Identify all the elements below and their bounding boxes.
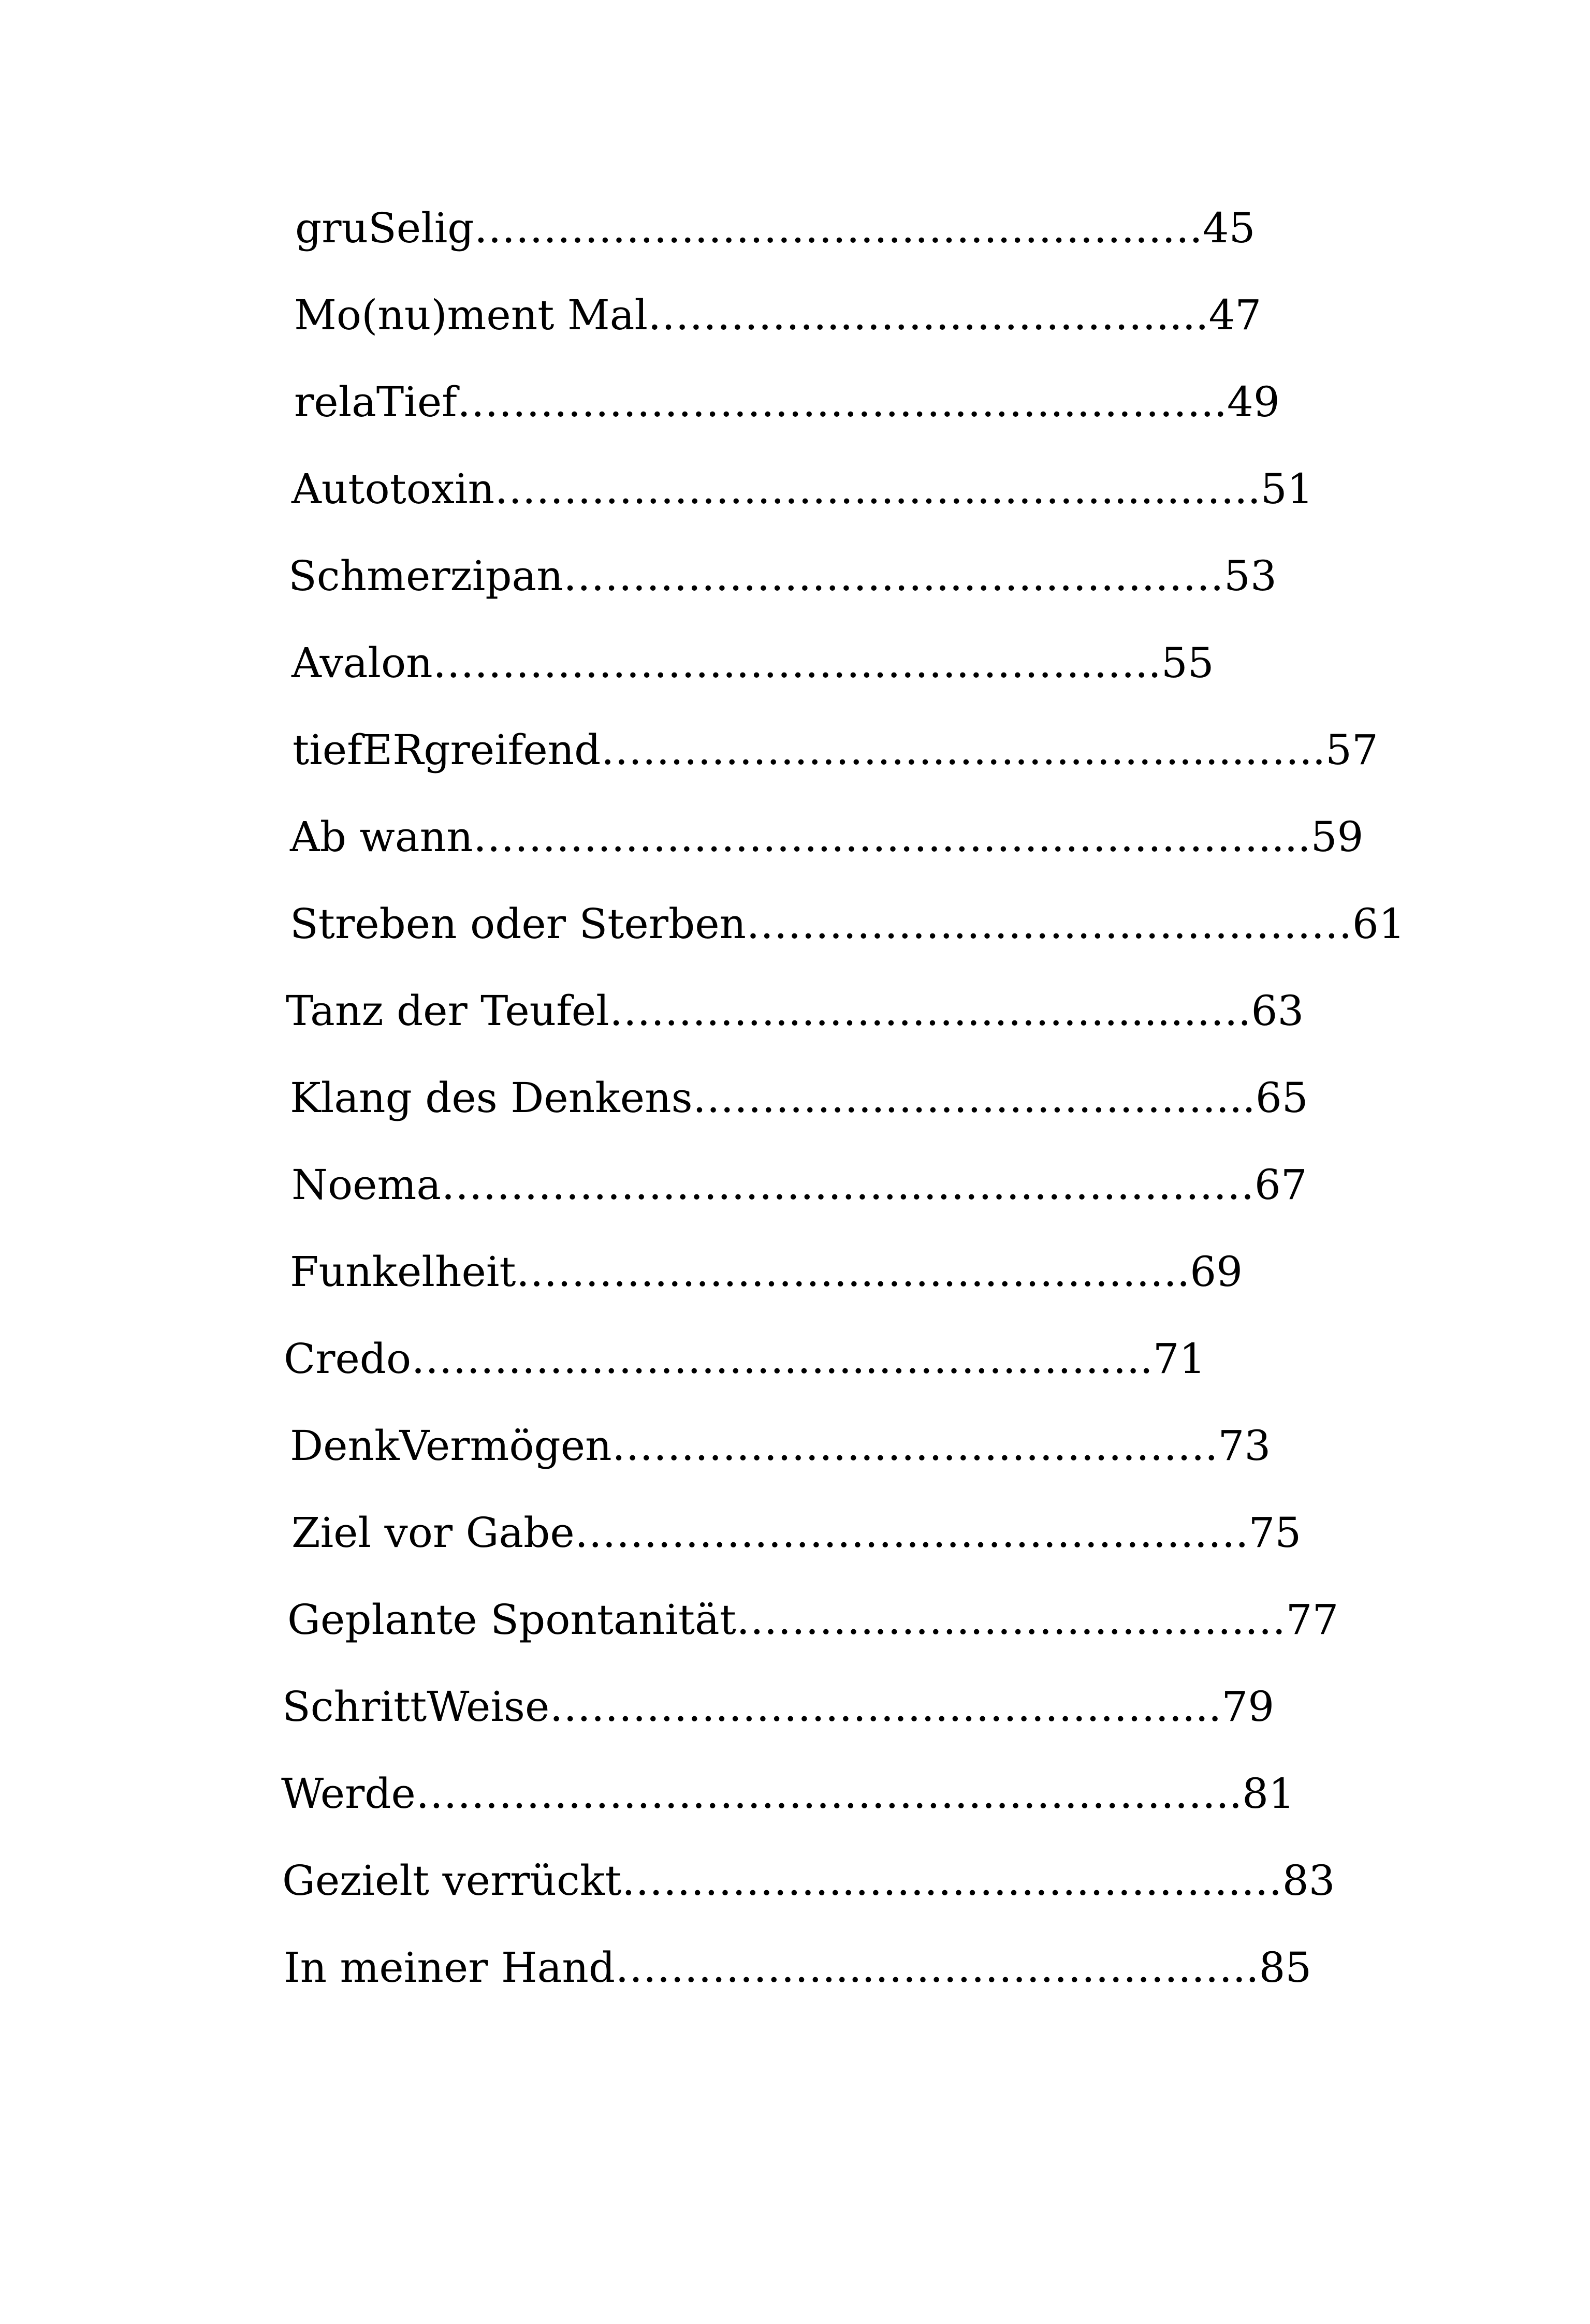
toc-entry-title: Credo — [284, 1335, 412, 1383]
toc-entry — [290, 1241, 1289, 1303]
toc-entry-leader: ……………………..…………….……. — [574, 1509, 1249, 1557]
toc-entry-leader: ……………………………..…………………… — [441, 1161, 1255, 1209]
toc-entry-leader: …………….………….…………… — [746, 900, 1352, 948]
toc-entry-page-number: 75 — [1248, 1509, 1302, 1557]
toc-entry — [290, 806, 1364, 868]
toc-entry-page-number: 59 — [1310, 813, 1364, 861]
toc-entry — [287, 1589, 1339, 1651]
toc-entry-page-number: 83 — [1282, 1857, 1335, 1905]
toc-entry-title: gruSelig — [295, 204, 474, 252]
toc-entry-title: In meiner Hand — [284, 1943, 616, 1992]
toc-entry-page-number: 51 — [1260, 465, 1314, 513]
toc-entry — [284, 1937, 1312, 1999]
toc-entry — [286, 980, 1304, 1042]
toc-entry — [291, 1154, 1307, 1216]
toc-entry-leader: ……………………..………………….. — [516, 1248, 1190, 1296]
toc-entry-title: tiefERgreifend — [293, 726, 601, 774]
toc-entry-page-number: 85 — [1259, 1943, 1312, 1992]
toc-entry-title: Gezielt verrückt — [282, 1857, 622, 1905]
toc-entry — [291, 632, 1291, 694]
toc-entry-leader: …………...…….…………….... — [648, 291, 1209, 339]
toc-entry — [282, 1676, 1281, 1738]
toc-entry — [294, 284, 1293, 346]
toc-entry — [291, 458, 1314, 520]
toc-entry — [284, 1328, 1283, 1390]
toc-entry-page-number: 79 — [1221, 1683, 1275, 1731]
toc-entry-title: Werde — [281, 1770, 416, 1818]
toc-entry-page-number: 55 — [1161, 639, 1214, 687]
toc-entry-leader: …………….…………….…….……….…. — [474, 204, 1203, 252]
toc-entry-leader: ……………………….…...……………….. — [411, 1335, 1153, 1383]
toc-entry — [288, 545, 1288, 607]
toc-entry-page-number: 57 — [1325, 726, 1378, 774]
toc-entry-leader: ………….………….….…………….... — [549, 1683, 1222, 1731]
toc-entry — [294, 371, 1293, 433]
toc-entry-page-number: 63 — [1251, 987, 1304, 1035]
toc-entry — [295, 197, 1294, 259]
toc-entry — [282, 1850, 1335, 1912]
toc-entry-title: Ziel vor Gabe — [291, 1509, 575, 1557]
toc-entry-leader: ……………….……………………. — [611, 1422, 1218, 1470]
toc-entry-page-number: 65 — [1255, 1074, 1308, 1122]
toc-entry-leader: ……………………….…….…….…… — [563, 552, 1224, 600]
toc-entry-leader: …………….……….…………….…………….... — [473, 813, 1311, 861]
toc-entry-title: SchrittWeise — [282, 1683, 550, 1731]
toc-entry-title: Geplante Spontanität — [287, 1596, 736, 1644]
toc-entry — [281, 1763, 1295, 1825]
toc-entry-title: Avalon — [291, 639, 433, 687]
toc-entry-leader: ……………………………….……..……….. — [457, 378, 1227, 426]
toc-entry-page-number: 71 — [1153, 1335, 1206, 1383]
toc-entry-page-number: 73 — [1218, 1422, 1271, 1470]
toc-entry-leader: …………..……………………... — [692, 1074, 1256, 1122]
toc-entry-title: relaTief — [294, 378, 457, 426]
toc-entry — [293, 719, 1378, 781]
toc-entry-page-number: 67 — [1254, 1161, 1307, 1209]
toc-entry-leader: ……………………….…….……….......….. — [494, 465, 1261, 513]
toc-entry-leader: …………..………….……….......…. — [609, 987, 1251, 1035]
toc-entry-title: DenkVermögen — [290, 1422, 612, 1470]
toc-entry-title: Autotoxin — [291, 465, 495, 513]
toc-entry-title: Tanz der Teufel — [286, 987, 609, 1035]
toc-entry-leader: …………………….……….…….......….. — [601, 726, 1326, 774]
toc-entry-title: Ab wann — [290, 813, 473, 861]
toc-entry-page-number: 45 — [1202, 204, 1256, 252]
toc-entry-leader: …………………………………….…………….. — [415, 1770, 1243, 1818]
toc-entry-page-number: 47 — [1208, 291, 1262, 339]
toc-entry-leader: ……………....….……………….….. — [615, 1943, 1259, 1992]
toc-entry-title: Noema — [291, 1161, 442, 1209]
toc-entry-title: Streben oder Sterben — [290, 900, 747, 948]
toc-entry-page-number: 69 — [1190, 1248, 1243, 1296]
toc-entry — [291, 1502, 1302, 1564]
toc-entry — [290, 893, 1405, 955]
toc-entry — [290, 1415, 1289, 1477]
toc-entry-page-number: 61 — [1352, 900, 1405, 948]
toc-entry-leader: ……….…….………….…….… — [736, 1596, 1286, 1644]
toc-entry-page-number: 81 — [1242, 1770, 1295, 1818]
toc-entry — [290, 1067, 1308, 1129]
toc-entry-leader: ………………….……….…….………….. — [432, 639, 1161, 687]
toc-entry-title: Funkelheit — [290, 1248, 516, 1296]
toc-entry-page-number: 49 — [1227, 378, 1280, 426]
toc-entry-title: Schmerzipan — [288, 552, 563, 600]
toc-entry-page-number: 53 — [1224, 552, 1277, 600]
toc-entry-page-number: 77 — [1286, 1596, 1339, 1644]
toc-entry-title: Klang des Denkens — [290, 1074, 693, 1122]
toc-entry-title: Mo(nu)ment Mal — [294, 291, 648, 339]
toc-entry-leader: ……………..……………………….… — [621, 1857, 1282, 1905]
